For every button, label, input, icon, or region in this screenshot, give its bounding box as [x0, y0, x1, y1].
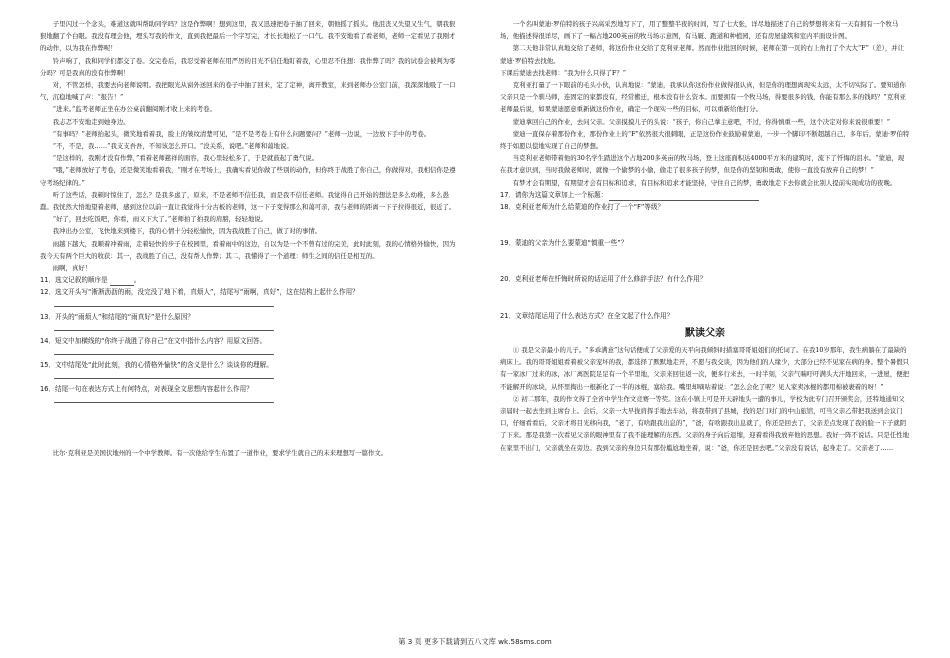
paragraph: 我冲出办公室，飞快地来到楼下，我的心情十分轻松愉快，因为我战胜了自己，做了对的事情。	[52, 227, 322, 236]
paragraph: 子里闪过一个念头，难道这就叫帮助同学吗？这是作弊啊！想到这里，我又迅速把卷子抽了回来，朝他摇了摇头。他沮丧又失望又生气，朝我狠狠地翻了个白眼。我没有理会他，埋头写我的作文，直到我把最后一个字写完，才长长地松了一口气。我不安地看了看老师，老师一定看见了我刚才的动作，以为我在作弊呢！	[40, 20, 456, 53]
paragraph: 一个名叫蒙迪·罗伯特的孩子兴高采烈地写下了，用了整整半夜的时间，写了七大张，详尽地描述了自己的梦想将来有一天有拥有一个牧马场，他描述得很详尽，画下了一幅占地200英亩的牧马场示意图，有马厩、跑道和种植园，还有房屋建筑和室内平面设计图。	[500, 20, 899, 41]
paragraph: 对，不管怎样，我要去向老师说明。我把眼光从窗外送回来的卷子中抽了回来，定了定神，离开教室，来到老师办公室门前，我深深地吸了一口气，沉稳地喊了声：“报告！”	[40, 81, 456, 102]
question-18: 18．克利亚老师为什么给蒙迪的作业打了一个“F”等级？	[500, 203, 665, 212]
paragraph: “哦，”老师放好了考卷，还是微笑地看着我，“刚才在考场上，我确实看见你做了些别的动作，但你终于战胜了你自己，你做得对，我相信你是遵守考场纪律的。”	[40, 166, 456, 187]
answer-line[interactable]	[54, 353, 274, 355]
question-17	[500, 189, 910, 201]
paragraph: 比尔·克利亚是美国伏地州的一个中学教师。有一次他给学生布置了一道作业，要求学生就自己的未来理想写一篇作文。	[52, 449, 388, 458]
paragraph: 蒙迪拿回自己的作业，去问父亲。父亲摸摸儿子的头说：“孩子，你自己拿主意吧，不过，你得慎重一些，这个决定对你来说很重要！”	[512, 117, 890, 126]
paragraph: “进来。”监考老师正坐在办公桌前翻阅刚才收上来的考卷。	[52, 105, 216, 114]
question-tail: 。	[133, 276, 141, 285]
paragraph: ② 初二那年，我的作文得了全省中学生作文竞赛一等奖。这在小镇上可是开天辟地头一遭的事儿，学校为此专门召开颁奖会，还特地通知父亲届时一起去坐到主席台上。会后，父亲一大早拢肩挥手地去车站，将我带到了县城，找的是门对门的中山旅馆，可当父亲乙带把我送到会议门口，仔细看看后，父亲才将目光移向我，“老了，有啥跟我出息的”，“爸，有啥跟我出息就了，你还是回去了，父亲差点发现了我的脸一下子就阴了下来。那是我第一次看见父亲的眼神里有了我不能理解的东西。父亲的身子向后退缩，迎着看得我放弃他的思想。我好一阵不说话。只是任性地在家里不出门，父亲就坐在旁边。我到父亲的身边只有那份尴尬地坐着，说：“爸，你还是回去吧。”父亲没有说话，起身走了。父亲老了……	[500, 394, 909, 452]
paragraph: 克利亚打量了一下眼前的毛头小伙，认真地说：“蒙迪，我承认你这份作业做得很认真，但是你的理想离现实太远，太不切实际了。要知道你父亲只是一个驯马师，连固定的家都没有，经常搬迁，根本没有什么资本。而要拥有一个牧马场，得要很多的钱，你能有那么多的钱吗？”克利亚老师最后说，如果蒙迪愿意重新做这份作业，确定一个现实一些的目标，可以重新给他打分。	[500, 81, 906, 114]
answer-line[interactable]	[54, 377, 274, 379]
paragraph: “是这样的，我刚才没有作弊，”看着老师慈祥的面容，我心里轻松多了，于是就鼓起了勇气说。	[52, 154, 319, 163]
question-13: 13．开头的“雨烦人”和结尾的“雨真好”是什么原因？	[40, 312, 194, 321]
paragraph: 下课后蒙迪去找老师：“我为什么只得了F？”	[500, 68, 626, 77]
paragraph: 第二天他非常认真地交给了老师，将这份作业交给了克利亚老师。然而作业批回的时候，老师在第一页的右上角打了个大大“F”（差），并让蒙迪·罗伯特去找他。	[500, 44, 904, 65]
question-text: 11．选文记叙的顺序是	[40, 276, 108, 285]
question-20: 20．克利亚老师在忏悔时所说的话运用了什么修辞手法？有什么作用？	[500, 275, 707, 284]
section-title: 默读父亲	[685, 327, 725, 339]
question-15: 15．文中结尾处“此时此刻，我的心情格外愉快”的含义是什么？谈谈你的理解。	[40, 361, 273, 370]
paragraph: 当克利亚老师带着他的30名学生踏进这个占地200多英亩的牧马场，登上这座面积达4000平方米的建筑时，流下了忏悔的泪水。“蒙迪，现在我才意识到，当时我做老师时，就像一个偷梦的小偷，偷走了很多孩子的梦，但是你的坚韧和勇敢，使你一直没有放弃自己的梦！”	[500, 154, 905, 175]
question-12: 12．选文开头写“淅淅沥沥的雨，没完没了地下着，真烦人”，结尾写“雨啊，真好”，这在结构上起什么作用？	[40, 288, 359, 297]
paragraph: “不，不是，我……”我支支吾吾，不知该怎么开口。“没关系，说吧。”老师和蔼地说。	[52, 142, 293, 151]
left-column	[40, 18, 460, 460]
answer-line[interactable]	[54, 329, 274, 331]
paragraph: ① 我是父亲最小的儿子。“多乖满意”这句话便成了父亲爱的天平向我倾斜时措塞哥哥姐姐们的托词了。在我10岁那年，我生病躺在了最缺的病床上。我的哥哥姐姐看着被父亲宠坏的我，都选择了默默地走开，不愿与我交谈，因为他们的人缘少，大部分已经不见家在病的身。整个暑假只有一家冰厂过来的冰，冰厂离医院足足有一个半里地，父亲来回往返一次，便多行来去，一时半刻，父亲气喘吁吁满头大汗地回来，一进屋，便把不能解开的冰块，从怀里掏出一根新化了一半的冰棍，塞给我。嘴里却嘀咕着说：“怎么会化了呢？见人家卖冰棍的都用棉被裹着的呀！”	[500, 346, 909, 391]
paragraph: “好了，回去吃饭吧，你看，雨又下大了。”老师拍了拍我的肩膀，轻轻地说。	[52, 215, 268, 224]
question-19: 19．蒙迪的父亲为什么要蒙迪“慎重一些”？	[500, 239, 628, 248]
right-column	[500, 18, 910, 454]
question-text: 17．请你为这篇文章加上一个标题：	[500, 190, 608, 199]
answer-line[interactable]	[54, 401, 274, 403]
paragraph: 雨越下越大，我顺着冲着雨，走着轻快的步子在校园里，看着雨中的这边，自以为是一个不曾有过的完美，此时此刻，我的心情格外愉快，因为我今天有两个巨大的收获：其一，我战胜了自己，没有帮人作弊；其二，我懂得了一个道理：师生之间的信任是相互的。	[40, 239, 456, 260]
paragraph: 雨啊，真好！	[52, 264, 92, 273]
paragraph: “有事吗？”老师抬起头，微笑地看着我，脸上的皱纹清楚可见，“是不是考卷上有什么问题要问？”老师一边说，一边放下手中的考卷。	[52, 129, 431, 138]
question-14: 14．短文中加横线的“你终于战胜了你自己”在文中指什么内容？用原文回答。	[40, 336, 267, 345]
question-11	[40, 274, 460, 286]
paragraph: 听了这些话，我顿时惊住了，怎么？是我多虑了，原来，不是老师不信任我，而是我不信任老师。我觉得自己开始的想法是多么幼稚，多么愚蠢。我恍然大悟地望着老师，感到这位以前一直让我觉得十分古板的老师，这一下子变得那么和蔼可亲，我与老师的距离一下子拉得很近，很近了。	[40, 190, 456, 212]
page-footer: 第 3 页 更多下载请到五八文库 wk.58sms.com	[398, 637, 552, 646]
question-16: 16．结尾一句在表达方式上有何特点，对表现全文思想内容起什么作用？	[40, 385, 253, 394]
paragraph: 蒙迪一直保存着那份作业，那份作业上的“F”依然很大很刺眼，正是这份作业鼓励着蒙迪，一步一个脚印不断超越自己，多年后，蒙迪·罗伯特终于如愿以偿地实现了自己的梦想。	[500, 129, 910, 151]
paragraph: 我忐忑不安地走到她身边。	[52, 117, 130, 126]
paragraph: 有梦才会有期望，有期望才会有目标和追求，有目标和追求才能坚持，守住自己的梦，勇敢地走下去你就会比别人提前实现成功的夜晚。	[512, 178, 897, 187]
question-21: 21．文章结尾运用了什么表达方式？在全文起了什么作用？	[500, 311, 674, 320]
answer-line[interactable]	[54, 305, 274, 307]
paragraph: 铃声响了，我和同学们都交了卷。交完卷后，我忍受着老师在用严厉的目光不信任地盯着我，心里忍不住想：我作弊了吗？我的试卷会被判为零分吗？可是我真的没有作弊啊！	[40, 56, 456, 77]
